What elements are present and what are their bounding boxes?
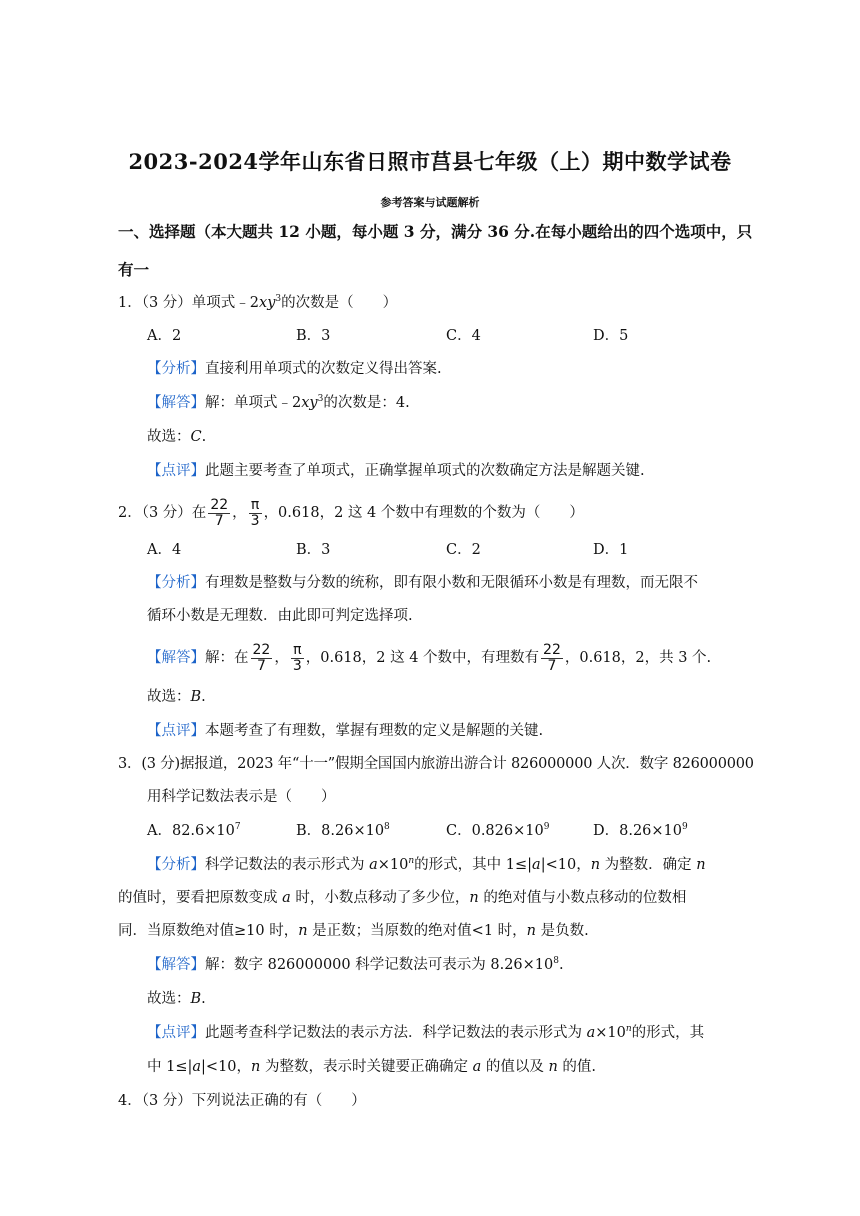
- q3-analysis-cont: 的值时，要看把原数变成 a 时，小数点移动了多少位，n 的绝对值与小数点移动的位数相: [118, 890, 687, 906]
- q1-option-c: C．4: [446, 328, 481, 344]
- fraction-pi-3: $\frac{\pi}{3}$: [250, 496, 260, 529]
- q3-option-a: A．$82.6\times 10^7$: [147, 822, 241, 839]
- q2-choice: 故选：B.: [147, 689, 206, 705]
- comment-tag: 【点评】: [147, 723, 205, 739]
- analysis-tag: 【分析】: [147, 361, 205, 377]
- q2-comment: 【点评】本题考查了有理数，掌握有理数的定义是解题的关键.: [147, 723, 544, 739]
- q3-comment: 【点评】此题考查科学记数法的表示方法．科学记数法的表示形式为 $a\times 10^n$的形式，其: [147, 1024, 705, 1041]
- q3-stem-cont: 用科学记数法表示是（ ）: [147, 789, 336, 805]
- q4-stem: 4．（3 分）下列说法正确的有（ ）: [118, 1093, 366, 1109]
- q1-option-b: B．3: [296, 328, 331, 344]
- section-heading: 一、选择题（本大题共 12 小题，每小题 3 分，满分 36 分.在每小题给出的四个选项中，只: [118, 222, 753, 241]
- q1-choice: 故选：C.: [147, 429, 207, 445]
- q2-option-d: D．1: [593, 542, 629, 558]
- comment-tag: 【点评】: [147, 463, 205, 479]
- q3-stem: 3．(3 分)据报道，2023 年“十一”假期全国国内旅游出游合计 826000000 人次．数字 826000000: [118, 756, 754, 772]
- q2-stem: 2．（3 分）在 $\frac{22}{7}$ ， $\frac{\pi}{3}$ ，0.618，2 这 4 个数中有理数的个数为（ ）: [118, 496, 584, 529]
- analysis-tag: 【分析】: [147, 857, 205, 873]
- q2-analysis: 【分析】有理数是整数与分数的统称，即有限小数和无限循环小数是有理数，而无限不: [147, 575, 698, 591]
- answer-tag: 【解答】: [147, 650, 205, 666]
- q3-analysis-cont2: 同．当原数绝对值≥10 时，n 是正数；当原数的绝对值<1 时，n 是负数.: [118, 923, 589, 939]
- q1-answer: 【解答】解：单项式$﹣2xy^3$的次数是：4.: [147, 394, 410, 411]
- q2-option-a: A．4: [147, 542, 182, 558]
- fraction-22-7: $\frac{22}{7}$: [210, 496, 229, 529]
- q2-analysis-cont: 循环小数是无理数．由此即可判定选择项.: [147, 608, 413, 624]
- q1-stem: 1．（3 分）单项式$﹣2xy^3$的次数是（ ）: [118, 294, 398, 311]
- q1-analysis: 【分析】直接利用单项式的次数定义得出答案.: [147, 361, 442, 377]
- document-subtitle: 参考答案与试题解析: [380, 196, 480, 209]
- section-heading-cont: 有一: [118, 260, 150, 279]
- q2-answer: 【解答】解：在 $\frac{22}{7}$ ， $\frac{\pi}{3}$ ，0.618，2 这 4 个数中，有理数有 $\frac{22}{7}$ ，0.618，2，共 3 个.: [147, 641, 712, 674]
- q3-answer: 【解答】解：数字 826000000 科学记数法可表示为 $8.26\times 10^8$.: [147, 956, 564, 973]
- q3-comment-cont: 中 1≤|a|<10，n 为整数，表示时关键要正确确定 a 的值以及 n 的值.: [147, 1059, 597, 1075]
- comment-tag: 【点评】: [147, 1025, 205, 1041]
- fraction-22-7: $\frac{22}{7}$: [252, 641, 271, 674]
- q1-comment: 【点评】此题主要考查了单项式，正确掌握单项式的次数确定方法是解题关键.: [147, 463, 645, 479]
- q3-option-c: C．$0.826\times 10^9$: [446, 822, 550, 839]
- q2-option-b: B．3: [296, 542, 331, 558]
- q1-option-d: D．5: [593, 328, 629, 344]
- q3-analysis: 【分析】科学记数法的表示形式为 $a\times 10^n$的形式，其中 1≤|a|<10，n 为整数．确定 n: [147, 856, 706, 873]
- q1-option-a: A．2: [147, 328, 182, 344]
- q3-option-d: D．$8.26\times 10^9$: [593, 822, 688, 839]
- analysis-tag: 【分析】: [147, 575, 205, 591]
- q3-option-b: B．$8.26\times 10^8$: [296, 822, 390, 839]
- fraction-22-7: $\frac{22}{7}$: [543, 641, 561, 674]
- q2-option-c: C．2: [446, 542, 481, 558]
- document-title: 2023-2024学年山东省日照市莒县七年级（上）期中数学试卷: [128, 149, 732, 174]
- fraction-pi-3: $\frac{\pi}{3}$: [292, 641, 302, 674]
- q3-choice: 故选：B.: [147, 991, 206, 1007]
- answer-tag: 【解答】: [147, 395, 205, 411]
- answer-tag: 【解答】: [147, 957, 205, 973]
